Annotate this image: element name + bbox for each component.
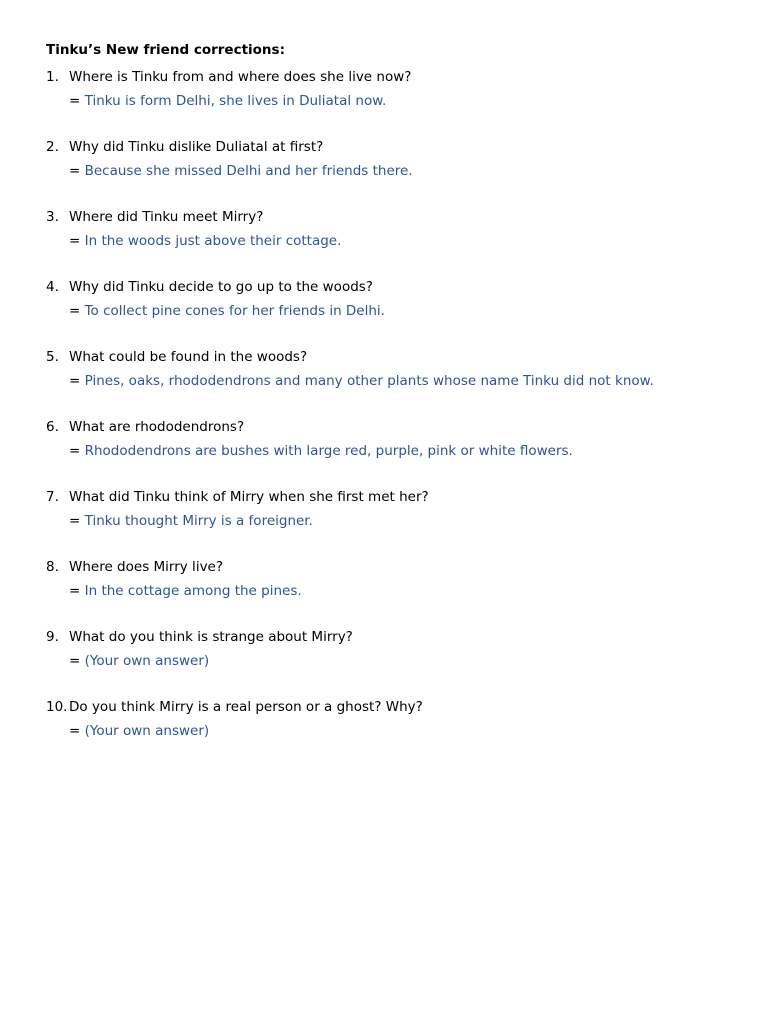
qa-item-9	[46, 627, 746, 697]
question-number: 8.	[46, 559, 59, 575]
question-text: What could be found in the woods?	[69, 349, 308, 365]
qa-item-7	[46, 487, 746, 557]
answer-text: Tinku is form Delhi, she lives in Duliatal now.	[84, 93, 387, 109]
answer-prefix: =	[69, 233, 85, 249]
question-answer-list	[46, 67, 746, 767]
qa-item-6	[46, 417, 746, 487]
question-number: 1.	[46, 69, 59, 85]
question-text: Where does Mirry live?	[69, 559, 224, 575]
question-number: 2.	[46, 139, 59, 155]
qa-item-8	[46, 557, 746, 627]
question-number: 5.	[46, 349, 59, 365]
question-number: 6.	[46, 419, 59, 435]
question-text: What are rhododendrons?	[69, 419, 245, 435]
qa-item-5	[46, 347, 746, 417]
question-number: 4.	[46, 279, 59, 295]
qa-item-3	[46, 207, 746, 277]
answer-text: In the cottage among the pines.	[84, 583, 302, 599]
answer-prefix: =	[69, 163, 85, 179]
answer-text: Tinku thought Mirry is a foreigner.	[84, 513, 313, 529]
answer-text: In the woods just above their cottage.	[84, 233, 342, 249]
answer-text: (Your own answer)	[84, 723, 210, 739]
qa-item-4	[46, 277, 746, 347]
question-number: 3.	[46, 209, 59, 225]
answer-prefix: =	[69, 583, 85, 599]
answer-prefix: =	[69, 723, 85, 739]
question-text: Why did Tinku decide to go up to the woods?	[69, 279, 373, 295]
answer-prefix: =	[69, 303, 85, 319]
document-title: Tinku’s New friend corrections:	[46, 42, 285, 58]
question-number: 7.	[46, 489, 59, 505]
answer-text: Because she missed Delhi and her friends there.	[84, 163, 413, 179]
question-text: What did Tinku think of Mirry when she first met her?	[69, 489, 429, 505]
answer-text: To collect pine cones for her friends in Delhi.	[84, 303, 385, 319]
question-text: Why did Tinku dislike Duliatal at first?	[69, 139, 324, 155]
answer-prefix: =	[69, 443, 85, 459]
answer-text: (Your own answer)	[84, 653, 210, 669]
qa-item-10	[46, 697, 746, 767]
qa-item-2	[46, 137, 746, 207]
answer-prefix: =	[69, 373, 85, 389]
answer-prefix: =	[69, 93, 85, 109]
question-text: Do you think Mirry is a real person or a ghost? Why?	[69, 699, 423, 715]
question-number: 9.	[46, 629, 59, 645]
qa-item-1	[46, 67, 746, 137]
question-text: What do you think is strange about Mirry?	[69, 629, 353, 645]
question-text: Where did Tinku meet Mirry?	[69, 209, 264, 225]
question-text: Where is Tinku from and where does she live now?	[69, 69, 412, 85]
answer-prefix: =	[69, 513, 85, 529]
answer-text: Rhododendrons are bushes with large red, purple, pink or white flowers.	[84, 443, 573, 459]
answer-prefix: =	[69, 653, 85, 669]
answer-text: Pines, oaks, rhododendrons and many other plants whose name Tinku did not know.	[84, 373, 654, 389]
question-number: 10.	[46, 699, 68, 715]
